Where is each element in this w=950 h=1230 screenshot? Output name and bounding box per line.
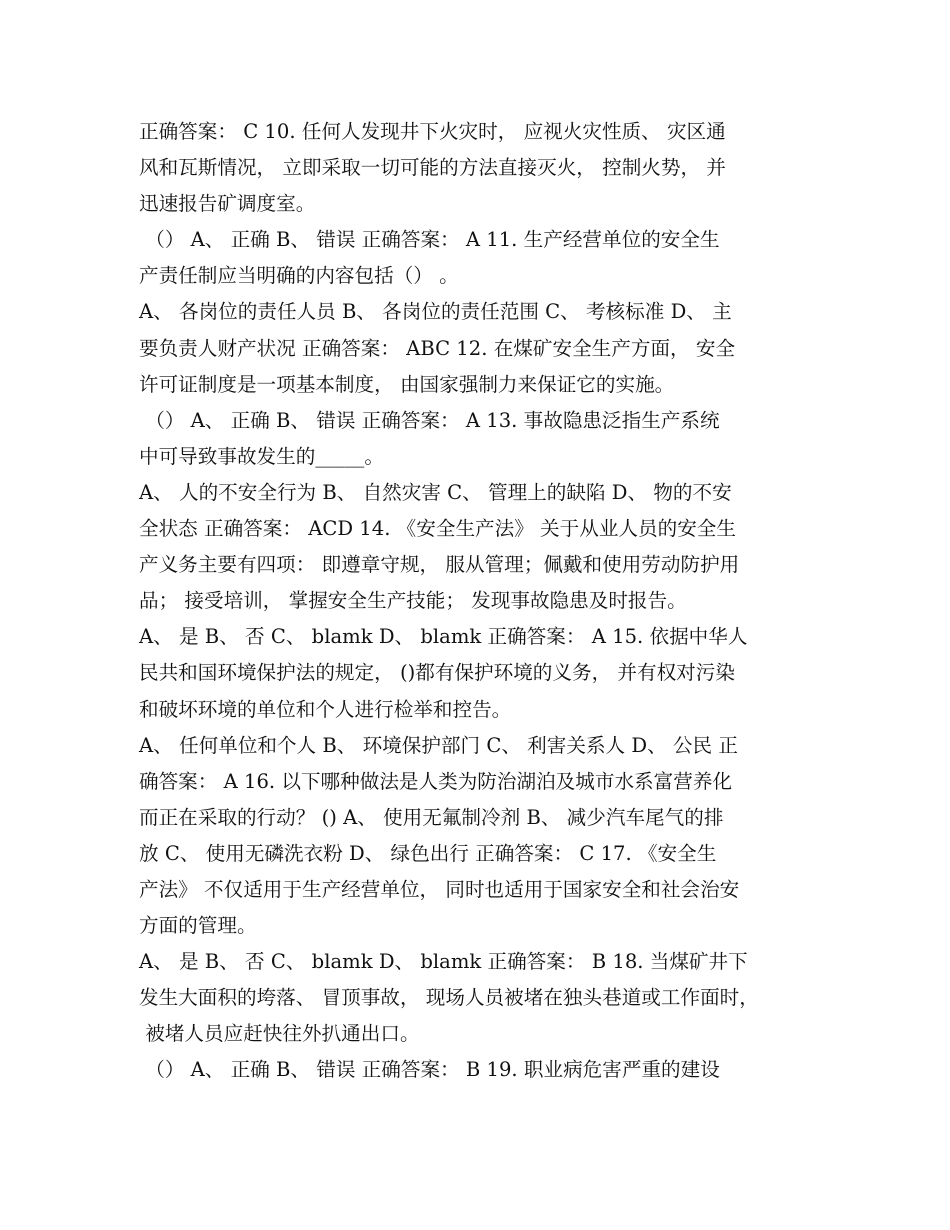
text-line: 全状态 正确答案： ACD 14. 《安全生产法》 关于从业人员的安全生 bbox=[139, 517, 736, 541]
text-line: A、 任何单位和个人 B、 环境保护部门 C、 利害关系人 D、 公民 正 bbox=[139, 733, 738, 757]
text-line: 许可证制度是一项基本制度， 由国家强制力来保证它的实施。 bbox=[139, 372, 675, 396]
text-line: A、 是 B、 否 C、 blamk D、 blamk 正确答案： A 15. 依据中华人 bbox=[139, 625, 748, 649]
text-line: 方面的管理。 bbox=[139, 914, 257, 938]
text-line: A、 人的不安全行为 B、 自然灾害 C、 管理上的缺陷 D、 物的不安 bbox=[139, 480, 732, 504]
text-line: 放 C、 使用无磷洗衣粉 D、 绿色出行 正确答案： C 17. 《安全生 bbox=[139, 841, 717, 865]
text-line: 风和瓦斯情况， 立即采取一切可能的方法直接灭火， 控制火势， 并 bbox=[139, 156, 726, 180]
text-line: 要负责人财产状况 正确答案： ABC 12. 在煤矿安全生产方面， 安全 bbox=[139, 336, 736, 360]
text-line: （） A、 正确 B、 错误 正确答案： A 13. 事故隐患泛指生产系统 bbox=[139, 408, 720, 432]
text-line: （） A、 正确 B、 错误 正确答案： B 19. 职业病危害严重的建设 bbox=[139, 1058, 720, 1082]
text-line: 而正在采取的行动？ () A、 使用无氟制冷剂 B、 减少汽车尾气的排 bbox=[139, 805, 724, 829]
text-line: 和破坏环境的单位和个人进行检举和控告。 bbox=[139, 697, 512, 721]
text-line: A、 是 B、 否 C、 blamk D、 blamk 正确答案： B 18. 当煤矿井下 bbox=[139, 950, 748, 974]
text-line: 确答案： A 16. 以下哪种做法是人类为防治湖泊及城市水系富营养化 bbox=[139, 769, 733, 793]
text-line: 产责任制应当明确的内容包括（） 。 bbox=[139, 264, 459, 288]
text-line: A、 各岗位的责任人员 B、 各岗位的责任范围 C、 考核标准 D、 主 bbox=[139, 300, 732, 324]
text-line: 民共和国环境保护法的规定， ()都有保护环境的义务， 并有权对污染 bbox=[139, 661, 735, 685]
text-line: 发生大面积的垮落、 冒顶事故， 现场人员被堵在独头巷道或工作面时， bbox=[139, 986, 759, 1010]
text-line: 品； 接受培训， 掌握安全生产技能； 发现事故隐患及时报告。 bbox=[139, 589, 687, 613]
text-line: 中可导致事故发生的_____。 bbox=[139, 444, 384, 468]
text-line: 被堵人员应赶快往外扒通出口。 bbox=[139, 1022, 420, 1046]
text-line: （） A、 正确 B、 错误 正确答案： A 11. 生产经营单位的安全生 bbox=[139, 228, 720, 252]
text-line: 产法》 不仅适用于生产经营单位， 同时也适用于国家安全和社会治安 bbox=[139, 877, 740, 901]
text-line: 产义务主要有四项： 即遵章守规， 服从管理；佩戴和使用劳动防护用 bbox=[139, 553, 740, 577]
document-body bbox=[139, 114, 829, 1089]
text-line: 迅速报告矿调度室。 bbox=[139, 192, 316, 216]
text-line: 正确答案： C 10. 任何人发现井下火灾时， 应视火灾性质、 灾区通 bbox=[139, 120, 726, 143]
